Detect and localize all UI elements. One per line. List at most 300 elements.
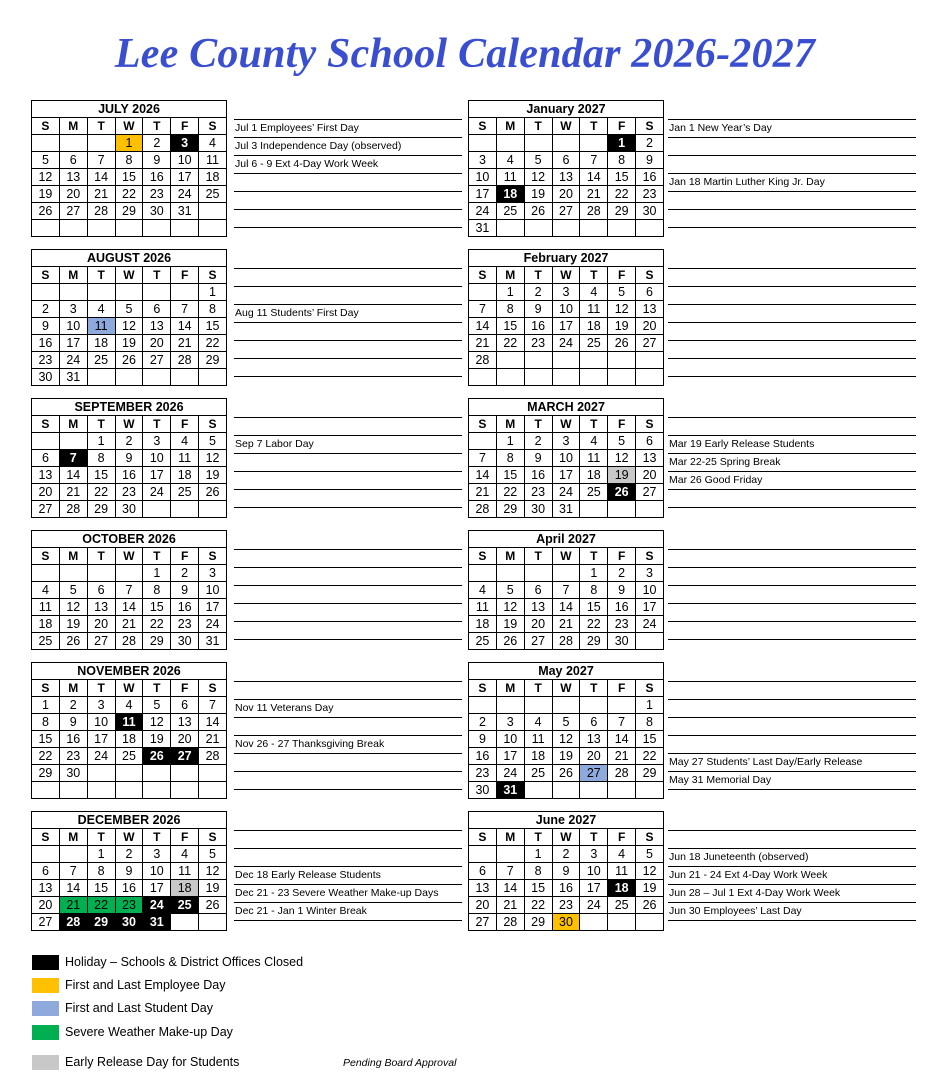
day-cell: 18 xyxy=(580,318,608,335)
calendar-note xyxy=(234,622,462,640)
empty-day-cell xyxy=(171,501,199,518)
day-cell: 9 xyxy=(32,318,60,335)
day-cell: 6 xyxy=(524,582,552,599)
calendar-note: Nov 26 - 27 Thanksgiving Break xyxy=(234,736,462,754)
day-cell: 28 xyxy=(87,203,115,220)
calendar-note xyxy=(234,586,462,604)
calendar-note: Dec 21 - Jan 1 Winter Break xyxy=(234,903,462,921)
day-cell: 16 xyxy=(524,467,552,484)
day-cell: 16 xyxy=(143,169,171,186)
day-cell: 21 xyxy=(580,186,608,203)
weekday-header: S xyxy=(32,267,60,284)
day-cell: 25 xyxy=(199,186,227,203)
day-cell: 24 xyxy=(636,616,664,633)
empty-day-cell xyxy=(608,697,636,714)
day-cell: 9 xyxy=(171,582,199,599)
day-cell: 22 xyxy=(87,484,115,501)
day-cell: 15 xyxy=(32,731,60,748)
calendar-note xyxy=(234,287,462,305)
day-cell: 7 xyxy=(115,582,143,599)
empty-day-cell xyxy=(32,433,60,450)
day-cell: 25 xyxy=(608,897,636,914)
weekday-header: S xyxy=(199,548,227,565)
day-cell: 4 xyxy=(469,582,497,599)
day-cell: 8 xyxy=(199,301,227,318)
day-cell: 3 xyxy=(199,565,227,582)
legend-label: Severe Weather Make-up Day xyxy=(65,1025,233,1039)
day-cell: 6 xyxy=(469,863,497,880)
day-cell: 7 xyxy=(59,863,87,880)
weekday-header: T xyxy=(143,680,171,697)
day-cell: 30 xyxy=(115,501,143,518)
month-notes xyxy=(234,813,462,921)
day-cell: 24 xyxy=(552,484,580,501)
day-cell: 12 xyxy=(59,599,87,616)
day-cell: 7 xyxy=(469,450,497,467)
day-cell: 31 xyxy=(199,633,227,650)
day-cell: 22 xyxy=(115,186,143,203)
empty-day-cell xyxy=(608,914,636,931)
day-cell: 10 xyxy=(59,318,87,335)
empty-day-cell xyxy=(59,565,87,582)
empty-day-cell xyxy=(608,352,636,369)
day-cell: 15 xyxy=(608,169,636,186)
day-cell: 20 xyxy=(32,484,60,501)
empty-day-cell xyxy=(87,284,115,301)
day-cell: 28 xyxy=(608,765,636,782)
day-cell: 3 xyxy=(87,697,115,714)
day-cell: 24 xyxy=(171,186,199,203)
month-block xyxy=(31,811,227,931)
day-cell: 8 xyxy=(32,714,60,731)
day-cell: 6 xyxy=(87,582,115,599)
day-cell: 27 xyxy=(580,765,608,782)
weekday-header: M xyxy=(59,829,87,846)
day-cell: 7 xyxy=(171,301,199,318)
day-cell: 20 xyxy=(636,467,664,484)
day-cell: 5 xyxy=(496,582,524,599)
calendar-title: Lee County School Calendar 2026-2027 xyxy=(114,31,816,77)
day-cell: 3 xyxy=(636,565,664,582)
day-cell: 8 xyxy=(636,714,664,731)
day-cell: 9 xyxy=(524,301,552,318)
legend-item xyxy=(32,1055,352,1072)
empty-day-cell xyxy=(469,135,497,152)
weekday-header: F xyxy=(608,680,636,697)
day-cell: 28 xyxy=(115,633,143,650)
weekday-header: T xyxy=(580,118,608,135)
day-cell: 22 xyxy=(524,897,552,914)
day-cell: 16 xyxy=(115,880,143,897)
day-cell: 11 xyxy=(32,599,60,616)
day-cell: 22 xyxy=(199,335,227,352)
calendar-note xyxy=(668,251,916,269)
day-cell: 2 xyxy=(143,135,171,152)
day-cell: 15 xyxy=(636,731,664,748)
legend-swatch xyxy=(32,1025,59,1040)
day-cell: 17 xyxy=(59,335,87,352)
empty-day-cell xyxy=(115,369,143,386)
day-cell: 8 xyxy=(524,863,552,880)
day-cell: 18 xyxy=(171,467,199,484)
day-cell: 11 xyxy=(171,863,199,880)
day-cell: 5 xyxy=(608,284,636,301)
weekday-header: M xyxy=(496,267,524,284)
weekday-header: T xyxy=(87,416,115,433)
day-cell: 17 xyxy=(469,186,497,203)
empty-day-cell xyxy=(608,220,636,237)
empty-day-cell xyxy=(469,846,497,863)
calendar-note xyxy=(668,813,916,831)
weekday-header: S xyxy=(32,548,60,565)
weekday-header: M xyxy=(496,680,524,697)
month-table xyxy=(468,398,664,518)
weekday-header: T xyxy=(143,118,171,135)
day-cell: 17 xyxy=(143,467,171,484)
day-cell: 6 xyxy=(59,152,87,169)
empty-day-cell xyxy=(143,284,171,301)
empty-day-cell xyxy=(199,765,227,782)
calendar-note xyxy=(668,682,916,700)
day-cell: 12 xyxy=(524,169,552,186)
empty-day-cell xyxy=(87,782,115,799)
day-cell: 7 xyxy=(87,152,115,169)
calendar-note xyxy=(668,269,916,287)
empty-day-cell xyxy=(171,284,199,301)
day-cell: 5 xyxy=(524,152,552,169)
day-cell: 24 xyxy=(552,335,580,352)
month-table xyxy=(31,398,227,518)
day-cell: 14 xyxy=(608,731,636,748)
weekday-header: F xyxy=(608,548,636,565)
day-cell: 15 xyxy=(143,599,171,616)
day-cell: 26 xyxy=(32,203,60,220)
day-cell: 5 xyxy=(636,846,664,863)
empty-day-cell xyxy=(143,765,171,782)
day-cell: 12 xyxy=(608,301,636,318)
day-cell: 3 xyxy=(552,284,580,301)
day-cell: 3 xyxy=(143,433,171,450)
day-cell: 11 xyxy=(115,714,143,731)
day-cell: 14 xyxy=(171,318,199,335)
calendar-note xyxy=(668,102,916,120)
legend-label: Early Release Day for Students xyxy=(65,1055,240,1069)
calendar-note xyxy=(668,586,916,604)
weekday-header: W xyxy=(552,118,580,135)
weekday-header: S xyxy=(32,416,60,433)
day-cell: 21 xyxy=(608,748,636,765)
day-cell: 12 xyxy=(115,318,143,335)
weekday-header: W xyxy=(552,680,580,697)
day-cell: 20 xyxy=(636,318,664,335)
day-cell: 5 xyxy=(199,846,227,863)
weekday-header: M xyxy=(496,416,524,433)
calendar-note xyxy=(668,210,916,228)
day-cell: 19 xyxy=(199,880,227,897)
calendar-note: Dec 21 - 23 Severe Weather Make-up Days xyxy=(234,885,462,903)
empty-day-cell xyxy=(496,352,524,369)
day-cell: 26 xyxy=(199,484,227,501)
empty-day-cell xyxy=(524,352,552,369)
month-notes xyxy=(234,251,462,377)
day-cell: 30 xyxy=(469,782,497,799)
day-cell: 9 xyxy=(552,863,580,880)
day-cell: 1 xyxy=(608,135,636,152)
day-cell: 5 xyxy=(143,697,171,714)
day-cell: 6 xyxy=(143,301,171,318)
empty-day-cell xyxy=(496,565,524,582)
calendar-note xyxy=(234,472,462,490)
day-cell: 9 xyxy=(59,714,87,731)
empty-day-cell xyxy=(199,782,227,799)
weekday-header: S xyxy=(636,548,664,565)
month-table xyxy=(31,249,227,386)
day-cell: 13 xyxy=(524,599,552,616)
day-cell: 29 xyxy=(608,203,636,220)
day-cell: 16 xyxy=(636,169,664,186)
weekday-header: F xyxy=(171,829,199,846)
weekday-header: T xyxy=(580,829,608,846)
day-cell: 20 xyxy=(469,897,497,914)
weekday-header: T xyxy=(87,548,115,565)
day-cell: 1 xyxy=(143,565,171,582)
day-cell: 1 xyxy=(87,846,115,863)
day-cell: 16 xyxy=(552,880,580,897)
calendar-note xyxy=(668,359,916,377)
day-cell: 10 xyxy=(469,169,497,186)
empty-day-cell xyxy=(32,565,60,582)
calendar-note xyxy=(668,138,916,156)
day-cell: 31 xyxy=(552,501,580,518)
day-cell: 20 xyxy=(524,616,552,633)
calendar-note xyxy=(234,532,462,550)
day-cell: 4 xyxy=(580,284,608,301)
day-cell: 10 xyxy=(552,301,580,318)
day-cell: 11 xyxy=(580,301,608,318)
month-notes xyxy=(234,664,462,790)
day-cell: 3 xyxy=(552,433,580,450)
empty-day-cell xyxy=(143,782,171,799)
calendar-note xyxy=(234,341,462,359)
day-cell: 16 xyxy=(115,467,143,484)
day-cell: 28 xyxy=(469,501,497,518)
month-name: MARCH 2027 xyxy=(469,399,664,416)
month-block xyxy=(468,662,664,799)
day-cell: 17 xyxy=(636,599,664,616)
day-cell: 24 xyxy=(59,352,87,369)
calendar-note xyxy=(234,490,462,508)
day-cell: 22 xyxy=(496,484,524,501)
day-cell: 10 xyxy=(580,863,608,880)
day-cell: 29 xyxy=(199,352,227,369)
weekday-header: S xyxy=(199,267,227,284)
day-cell: 28 xyxy=(59,501,87,518)
day-cell: 11 xyxy=(87,318,115,335)
day-cell: 21 xyxy=(171,335,199,352)
day-cell: 2 xyxy=(524,433,552,450)
day-cell: 17 xyxy=(143,880,171,897)
day-cell: 29 xyxy=(143,633,171,650)
day-cell: 9 xyxy=(115,863,143,880)
day-cell: 6 xyxy=(32,863,60,880)
empty-day-cell xyxy=(524,565,552,582)
day-cell: 23 xyxy=(171,616,199,633)
calendar-note xyxy=(668,664,916,682)
weekday-header: F xyxy=(171,680,199,697)
day-cell: 22 xyxy=(496,335,524,352)
day-cell: 23 xyxy=(469,765,497,782)
day-cell: 19 xyxy=(496,616,524,633)
day-cell: 25 xyxy=(171,484,199,501)
day-cell: 1 xyxy=(32,697,60,714)
day-cell: 2 xyxy=(552,846,580,863)
day-cell: 6 xyxy=(32,450,60,467)
day-cell: 1 xyxy=(87,433,115,450)
day-cell: 26 xyxy=(199,897,227,914)
day-cell: 4 xyxy=(524,714,552,731)
calendar-note: Jul 3 Independence Day (observed) xyxy=(234,138,462,156)
day-cell: 31 xyxy=(171,203,199,220)
day-cell: 12 xyxy=(636,863,664,880)
day-cell: 14 xyxy=(115,599,143,616)
day-cell: 20 xyxy=(59,186,87,203)
day-cell: 9 xyxy=(608,582,636,599)
weekday-header: F xyxy=(171,267,199,284)
empty-day-cell xyxy=(469,433,497,450)
empty-day-cell xyxy=(59,433,87,450)
day-cell: 2 xyxy=(608,565,636,582)
month-name: June 2027 xyxy=(469,812,664,829)
day-cell: 3 xyxy=(496,714,524,731)
day-cell: 21 xyxy=(87,186,115,203)
weekday-header: S xyxy=(199,680,227,697)
day-cell: 7 xyxy=(608,714,636,731)
weekday-header: W xyxy=(115,548,143,565)
day-cell: 3 xyxy=(59,301,87,318)
legend-item xyxy=(32,978,352,995)
empty-day-cell xyxy=(552,697,580,714)
day-cell: 22 xyxy=(32,748,60,765)
day-cell: 24 xyxy=(143,484,171,501)
day-cell: 20 xyxy=(171,731,199,748)
day-cell: 23 xyxy=(524,484,552,501)
calendar-note xyxy=(234,269,462,287)
day-cell: 27 xyxy=(552,203,580,220)
day-cell: 9 xyxy=(469,731,497,748)
day-cell: 25 xyxy=(524,765,552,782)
calendar-note xyxy=(668,490,916,508)
day-cell: 4 xyxy=(608,846,636,863)
empty-day-cell xyxy=(580,501,608,518)
day-cell: 18 xyxy=(469,616,497,633)
month-block xyxy=(468,811,664,931)
empty-day-cell xyxy=(199,501,227,518)
month-table xyxy=(468,100,664,237)
day-cell: 17 xyxy=(552,318,580,335)
day-cell: 5 xyxy=(199,433,227,450)
day-cell: 2 xyxy=(32,301,60,318)
day-cell: 15 xyxy=(199,318,227,335)
day-cell: 5 xyxy=(608,433,636,450)
empty-day-cell xyxy=(636,914,664,931)
empty-day-cell xyxy=(32,782,60,799)
calendar-note xyxy=(668,156,916,174)
month-table xyxy=(468,811,664,931)
day-cell: 17 xyxy=(552,467,580,484)
calendar-note xyxy=(234,682,462,700)
empty-day-cell xyxy=(199,914,227,931)
empty-day-cell xyxy=(87,135,115,152)
day-cell: 11 xyxy=(171,450,199,467)
weekday-header: S xyxy=(636,267,664,284)
day-cell: 12 xyxy=(32,169,60,186)
weekday-header: S xyxy=(469,680,497,697)
day-cell: 29 xyxy=(496,501,524,518)
day-cell: 10 xyxy=(143,450,171,467)
day-cell: 23 xyxy=(636,186,664,203)
empty-day-cell xyxy=(143,501,171,518)
day-cell: 14 xyxy=(469,467,497,484)
day-cell: 27 xyxy=(32,914,60,931)
day-cell: 21 xyxy=(115,616,143,633)
day-cell: 25 xyxy=(115,748,143,765)
calendar-note: May 31 Memorial Day xyxy=(668,772,916,790)
calendar-note xyxy=(234,454,462,472)
calendar-note: Nov 11 Veterans Day xyxy=(234,700,462,718)
day-cell: 26 xyxy=(59,633,87,650)
month-notes xyxy=(668,102,916,228)
day-cell: 11 xyxy=(199,152,227,169)
day-cell: 14 xyxy=(469,318,497,335)
day-cell: 23 xyxy=(32,352,60,369)
day-cell: 2 xyxy=(524,284,552,301)
day-cell: 4 xyxy=(171,846,199,863)
pending-approval-note: Pending Board Approval xyxy=(343,1057,457,1069)
day-cell: 12 xyxy=(552,731,580,748)
day-cell: 13 xyxy=(580,731,608,748)
calendar-note xyxy=(668,700,916,718)
calendar-note xyxy=(234,102,462,120)
weekday-header: F xyxy=(171,416,199,433)
day-cell: 31 xyxy=(469,220,497,237)
day-cell: 14 xyxy=(59,467,87,484)
month-block xyxy=(468,530,664,650)
day-cell: 30 xyxy=(115,914,143,931)
day-cell: 27 xyxy=(87,633,115,650)
weekday-header: T xyxy=(87,267,115,284)
day-cell: 21 xyxy=(552,616,580,633)
empty-day-cell xyxy=(580,220,608,237)
day-cell: 6 xyxy=(171,697,199,714)
month-name: April 2027 xyxy=(469,531,664,548)
weekday-header: T xyxy=(143,829,171,846)
empty-day-cell xyxy=(59,284,87,301)
empty-day-cell xyxy=(552,352,580,369)
day-cell: 22 xyxy=(636,748,664,765)
day-cell: 11 xyxy=(580,450,608,467)
weekday-header: W xyxy=(552,548,580,565)
weekday-header: T xyxy=(524,548,552,565)
day-cell: 24 xyxy=(87,748,115,765)
empty-day-cell xyxy=(580,914,608,931)
day-cell: 12 xyxy=(143,714,171,731)
weekday-header: F xyxy=(171,548,199,565)
day-cell: 1 xyxy=(636,697,664,714)
day-cell: 16 xyxy=(608,599,636,616)
day-cell: 29 xyxy=(32,765,60,782)
empty-day-cell xyxy=(115,284,143,301)
day-cell: 20 xyxy=(552,186,580,203)
